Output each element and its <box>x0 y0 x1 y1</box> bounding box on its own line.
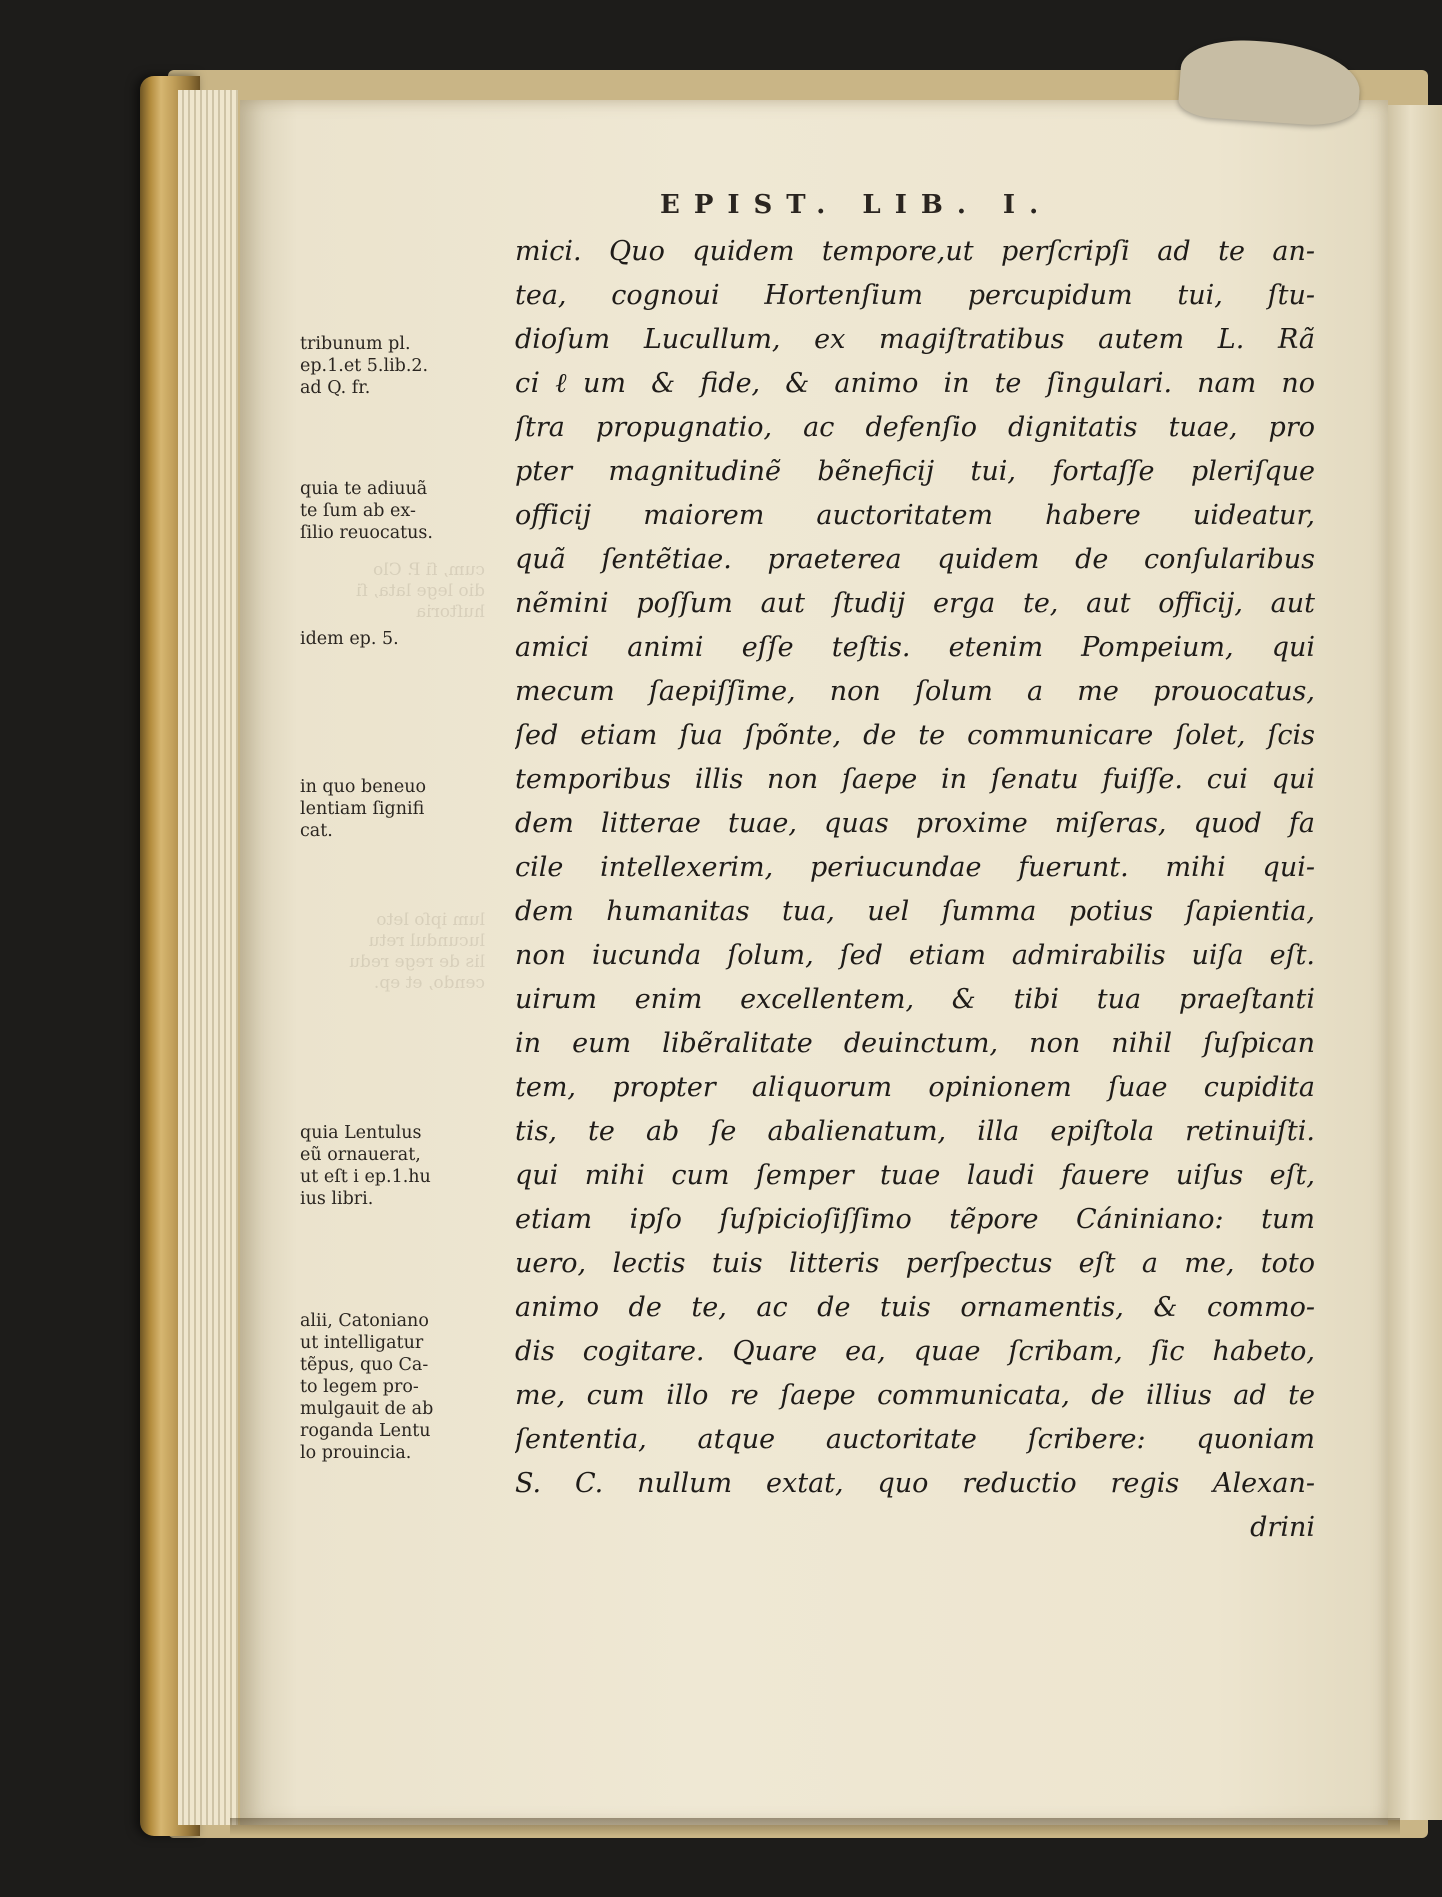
marginal-note: alii, Catoniano ut intelligatur tẽpus, quo Ca- to legem pro- mulgauit de ab roganda Lentu lo prouincia. <box>300 1311 434 1463</box>
text-line: tis, te ab ſe abalienatum, illa epiſtola retinuiſti. <box>515 1116 1315 1147</box>
torn-paper-corner <box>1177 36 1362 128</box>
marginal-note: quia Lentulus eũ ornauerat, ut eſt i ep.1.hu ius libri. <box>300 1123 431 1209</box>
text-line: ci̇ℓum & fide, & animo in te ſingulari. nam no <box>515 368 1315 399</box>
text-line: quã ſentẽtiae. praeterea quidem de conſularibus <box>515 544 1315 575</box>
text-line: ſtra propugnatio, ac defenſio dignitatis tuae, pro <box>515 412 1315 443</box>
text-line: ſed etiam ſua ſpõnte, de te communicare ſolet, ſcis <box>515 720 1315 751</box>
text-line: nẽmini poſſum aut ſtudij erga te, aut officij, aut <box>515 588 1315 619</box>
text-line: dioſum Lucullum, ex magiſtratibus autem L. Rã <box>515 324 1315 355</box>
marginal-note: in quo beneuo lentiam ſignifi cat. <box>300 777 426 841</box>
page-edges <box>178 90 238 1825</box>
marginal-note: quia te adiuuã te ſum ab ex- ſilio reuocatus. <box>300 479 433 543</box>
text-line: dem humanitas tua, uel ſumma potius ſapientia, <box>515 896 1315 927</box>
text-line: in eum libẽralitate deuinctum, non nihil ſuſpican <box>515 1028 1315 1059</box>
text-line: officij maiorem auctoritatem habere uideatur, <box>515 500 1315 531</box>
text-line: etiam ipſo ſuſpicioſiſſimo tẽpore Cániniano: tum <box>515 1204 1315 1235</box>
catchword: drini <box>1250 1512 1315 1543</box>
text-line: cile intellexerim, periucundae fuerunt. mihi qui- <box>515 852 1315 883</box>
text-line: ſententia, atque auctoritate ſcribere: quoniam <box>515 1424 1315 1455</box>
text-line: temporibus illis non ſaepe in ſenatu fuiſſe. cui qui <box>515 764 1315 795</box>
text-line: uero, lectis tuis litteris perſpectus eſt a me, toto <box>515 1248 1315 1279</box>
marginal-note: tribunum pl. ep.1.et 5.lib.2. ad Q. fr. <box>300 334 429 398</box>
text-line: qui mihi cum ſemper tuae laudi fauere uiſus eſt, <box>515 1160 1315 1191</box>
text-line: tem, propter aliquorum opinionem ſuae cupidita <box>515 1072 1315 1103</box>
marginal-note: idem ep. 5. <box>300 629 399 649</box>
text-line: mecum ſaepiſſime, non ſolum a me prouocatus, <box>515 676 1315 707</box>
text-line: mici. Quo quidem tempore,ut perſcripſi ad te an- <box>515 236 1315 267</box>
text-line: non iucunda ſolum, ſed etiam admirabilis uiſa eſt. <box>515 940 1315 971</box>
text-line: S. C. nullum extat, quo reductio regis Alexan- <box>515 1468 1315 1499</box>
show-through-text: cum, ſi P. Clo dio lege lata, ſi huſtoria <box>356 560 485 622</box>
text-line: animo de te, ac de tuis ornamentis, & commo- <box>515 1292 1315 1323</box>
text-line: pter magnitudinẽ bẽneficij tui, fortaſſe pleriſque <box>515 456 1315 487</box>
facing-page-edge <box>1385 105 1442 1820</box>
text-line: tea, cognoui Hortenſium percupidum tui, ſtu- <box>515 280 1315 311</box>
text-line: dis cogitare. Quare ea, quae ſcribam, ſic habeto, <box>515 1336 1315 1367</box>
text-line: dem litterae tuae, quas proxime miſeras, quod fa <box>515 808 1315 839</box>
text-line: uirum enim excellentem, & tibi tua praeſtanti <box>515 984 1315 1015</box>
text-line: me, cum illo re ſaepe communicata, de illius ad te <box>515 1380 1315 1411</box>
show-through-text: lum ipſo leto lucundul retu lis de rege redu cendo, et ep. <box>349 910 485 993</box>
running-head: EPIST. LIB. I. <box>660 190 1053 220</box>
page-bottom-shadow <box>230 1818 1400 1836</box>
text-line: amici animi eſſe teſtis. etenim Pompeium, qui <box>515 632 1315 663</box>
main-text-block <box>515 230 1315 1550</box>
